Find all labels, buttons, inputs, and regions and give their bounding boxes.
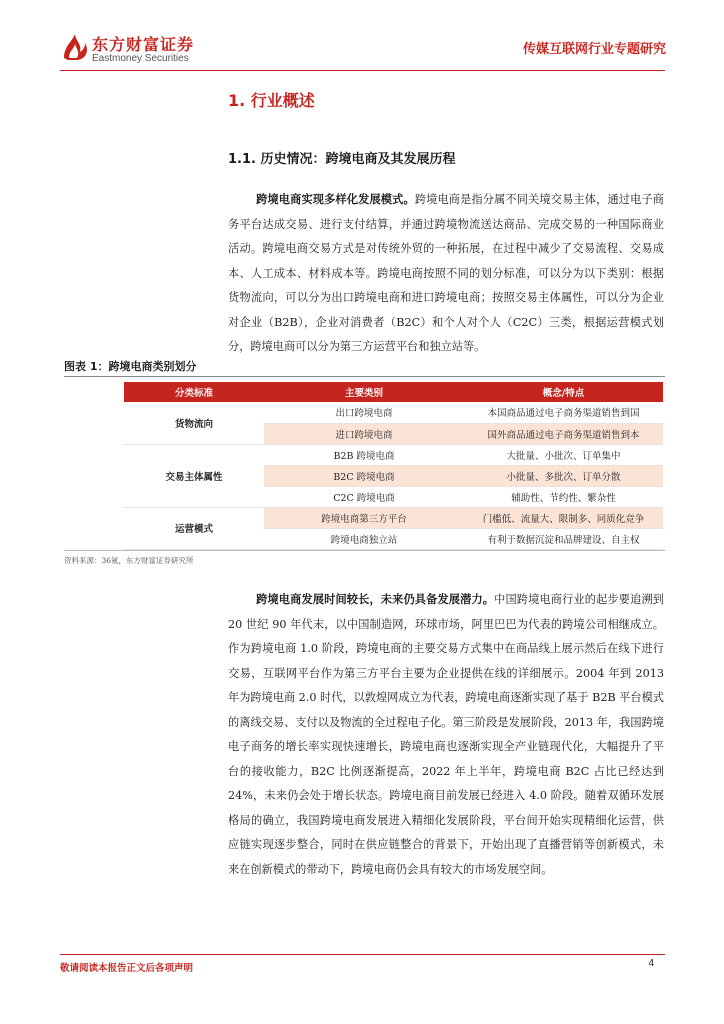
header-divider (60, 70, 665, 71)
category-table (124, 382, 663, 550)
group-label: 货物流向 (124, 402, 264, 444)
paragraph-body: 跨境电商是指分属不同关境交易主体，通过电子商务平台达成交易、进行支付结算，并通过跨境物流送达商品、完成交易的一种国际商业活动。跨境电商交易方式是对传统外贸的一种拓展，在过程中减少了交易流程、交易成本、人工成本、材料成本等。跨境电商按照不同的划分标准，可以分为以下类别：根据货物流向，可以分为出口跨境电商和进口跨境电商；按照交易主体属性，可以分为企业对企业（B2B），企业对消费者（B2C）和个人对个人（C2C）三类，根据运营模式划分，跨境电商可以分为第三方运营平台和独立站等。 (228, 193, 664, 353)
report-type: 传媒互联网行业专题研究 (522, 42, 666, 57)
table-header-row (124, 382, 663, 402)
footer-divider (60, 954, 665, 955)
footer-disclaimer[interactable]: 敬请阅读本报告正文后各项声明 (60, 963, 194, 974)
brand-name-en: Eastmoney Securities (92, 53, 189, 64)
feature-cell: 本国商品通过电子商务渠道销售到国 (464, 402, 663, 423)
table-header-cell: 分类标准 (124, 382, 264, 402)
category-cell: 跨境电商独立站 (264, 528, 464, 549)
feature-cell: 国外商品通过电子商务渠道销售到本 (464, 423, 663, 444)
brand-name-cn: 东方财富证券 (92, 35, 195, 54)
paragraph-lead: 跨境电商实现多样化发展模式。 (256, 193, 415, 206)
feature-cell: 门槛低、流量大、限制多、同质化竞争 (464, 507, 663, 528)
category-cell: B2C 跨境电商 (264, 465, 464, 486)
table-row (124, 402, 663, 423)
category-cell: C2C 跨境电商 (264, 486, 464, 507)
brand-logo[interactable] (60, 30, 220, 70)
page-header (0, 0, 724, 76)
group-label: 交易主体属性 (124, 444, 264, 507)
feature-cell: 有利于数据沉淀和品牌建设、自主权 (464, 528, 663, 549)
figure-source: 资料来源：36氪，东方财富证券研究所 (64, 556, 194, 565)
paragraph-lead: 跨境电商发展时间较长，未来仍具备发展潜力。 (256, 593, 495, 606)
figure-title: 图表 1：跨境电商类别划分 (64, 360, 197, 373)
category-cell: 跨境电商第三方平台 (264, 507, 464, 528)
paragraph-body: 中国跨境电商行业的起步要追溯到 20 世纪 90 年代末，以中国制造网，环球市场，阿里巴巴为代表的跨境公司相继成立。作为跨境电商 1.0 阶段，跨境电商的主要交易方式集中在商品线上展示然后在线下进行交易，互联网平台作为第三方平台主要为企业提供在线的详细展示。2004 年到 2013 年为跨境电商 2.0 时代，以敦煌网成立为代表，跨境电商逐渐实现了基于 B2B 平台模式的离线交易、支付以及物流的全过程电子化。第三阶段是发展阶段，2013 年，我国跨境电子商务的增长率实现快速增长，跨境电商也逐渐实现全产业链现代化，大幅提升了平台的接收能力，B2C 比例逐渐提高，2022 年上半年，跨境电商 B2C 占比已经达到 24%，未来仍会处于增长状态。跨境电商目前发展已经进入 4.0 阶段。随着双循环发展格局的确立，我国跨境电商发展进入精细化发展阶段，平台间开始实现精细化运营，供应链实现逐步整合，同时在供应链整合的背景下，开始出现了直播营销等创新模式，未来在创新模式的带动下，跨境电商仍会具有较大的市场发展空间。 (228, 593, 664, 876)
feature-cell: 小批量、多批次、订单分散 (464, 465, 663, 486)
table-header-cell: 概念/特点 (464, 382, 663, 402)
table-row (124, 507, 663, 528)
page-number: 4 (648, 958, 654, 969)
feature-cell: 大批量、小批次、订单集中 (464, 444, 663, 465)
table-header-cell: 主要类别 (264, 382, 464, 402)
table-row (124, 444, 663, 465)
category-cell: B2B 跨境电商 (264, 444, 464, 465)
figure-divider (64, 376, 665, 377)
section-heading: 1. 行业概述 (228, 91, 315, 110)
category-cell: 进口跨境电商 (264, 423, 464, 444)
paragraph-overview (228, 188, 664, 360)
category-cell: 出口跨境电商 (264, 402, 464, 423)
paragraph-history (228, 588, 664, 882)
flame-logo-icon (60, 32, 90, 62)
feature-cell: 辅助性、节约性、繁杂性 (464, 486, 663, 507)
group-label: 运营模式 (124, 507, 264, 549)
subsection-heading: 1.1. 历史情况：跨境电商及其发展历程 (228, 152, 456, 167)
source-divider (64, 550, 665, 551)
